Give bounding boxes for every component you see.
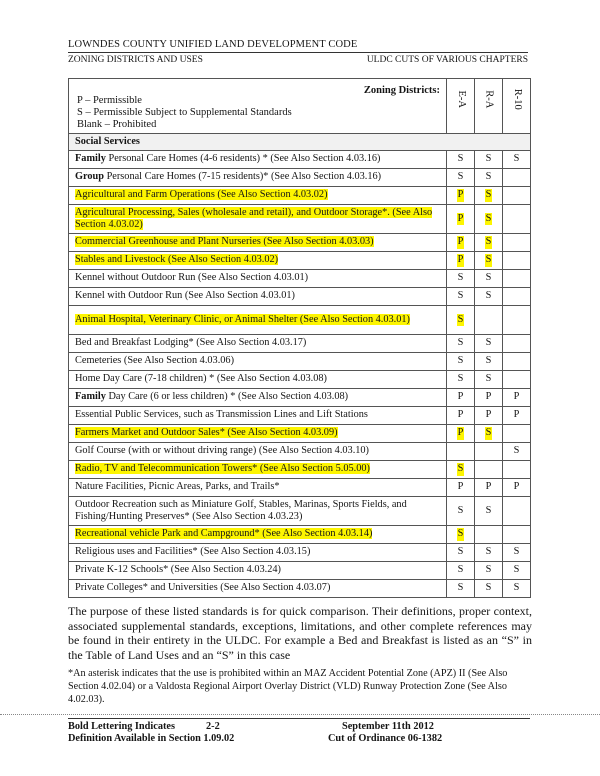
permission-value: S [457,582,464,594]
district-cell-ra [475,371,503,389]
use-cell [69,407,447,425]
district-cell-r10 [503,288,531,306]
asterisk-note: *An asterisk indicates that the use is prohibited within an MAZ Accident Potential Zone (APZ) II (See Also Section 4.02.04) or a Valdosta Regional Airport Overlay District (VLD) Runway Protection Zone (See Also 4.02.03). [68,668,508,705]
permission-value: S [513,445,520,457]
district-cell-r10 [503,252,531,270]
permission-value: S [485,427,492,439]
permission-value: S [485,546,492,558]
use-name: Radio, TV and Telecommunication Towers* (See Also Section 5.05.00) [75,463,370,475]
table-row [69,371,531,389]
use-name: Recreational vehicle Park and Campground* (See Also Section 4.03.14) [75,528,373,540]
table-row [69,151,531,169]
permission-value: S [485,272,492,284]
use-cell [69,270,447,288]
table-row [69,580,531,598]
permission-value: S [457,272,464,284]
header-right-subtitle: ULDC CUTS OF VARIOUS CHAPTERS [366,55,528,65]
legend [77,95,292,131]
permission-value: S [485,236,492,248]
district-cell-ea [447,371,475,389]
use-cell [69,187,447,205]
permission-value: S [485,153,492,165]
use-name: Nature Facilities, Picnic Areas, Parks, and Trails* [75,481,280,493]
district-cell-ra [475,205,503,234]
district-cell-ea [447,479,475,497]
district-cell-ea [447,407,475,425]
district-cell-ea [447,169,475,187]
district-cell-ra [475,335,503,353]
permission-value: S [457,528,464,540]
permission-value: P [513,409,520,421]
district-cell-r10 [503,169,531,187]
permission-value: P [457,236,464,248]
table-row [69,526,531,544]
district-cell-ea [447,270,475,288]
district-cell-r10 [503,544,531,562]
use-name: Home Day Care (7-18 children) * (See Also Section 4.03.08) [75,373,327,385]
header-divider [68,52,528,53]
use-name: Commercial Greenhouse and Plant Nurseries (See Also Section 4.03.03) [75,236,374,248]
permission-value: P [513,481,520,493]
table-row [69,407,531,425]
zoning-districts-label: Zoning Districts: [363,85,440,96]
district-cell-ra [475,252,503,270]
legend-s: S – Permissible Subject to Supplemental Standards [77,107,292,118]
permission-value: S [457,337,464,349]
district-cell-r10 [503,270,531,288]
use-cell [69,169,447,187]
use-cell [69,353,447,371]
use-name: Agricultural Processing, Sales (wholesale and retail), and Outdoor Storage*. (See Also Section 4.03.02) [75,206,433,230]
permission-value: S [485,504,492,516]
permission-value: S [485,337,492,349]
permission-value: P [457,481,464,493]
cut-line [0,714,600,715]
use-cell [69,443,447,461]
permission-value: P [457,254,464,266]
use-cell [69,526,447,544]
district-cell-r10 [503,353,531,371]
permission-value: S [485,212,492,224]
table-row [69,544,531,562]
table-row [69,443,531,461]
table-row [69,425,531,443]
permission-value: S [457,153,464,165]
use-cell [69,580,447,598]
district-label: R-10 [511,88,523,110]
permission-value: P [457,189,464,201]
district-cell-ea [447,443,475,461]
district-cell-ra [475,234,503,252]
district-cell-ea [447,335,475,353]
district-cell-ea [447,288,475,306]
table-row [69,252,531,270]
district-cell-ea [447,562,475,580]
district-header-ea [447,79,475,134]
table-row [69,335,531,353]
district-cell-ra [475,407,503,425]
footer-divider [68,718,530,719]
bold-defined-term: Group [75,171,104,183]
district-cell-ra [475,151,503,169]
table-row [69,461,531,479]
district-cell-r10 [503,234,531,252]
district-cell-r10 [503,151,531,169]
table-row [69,497,531,526]
footer-date: September 11th 2012 [342,721,434,732]
use-name: Family Day Care (6 or less children) * (See Also Section 4.03.08) [75,391,349,403]
bold-defined-term: Family [75,391,106,403]
zoning-table-wrapper [68,78,530,598]
district-cell-r10 [503,526,531,544]
district-cell-r10 [503,371,531,389]
district-cell-ra [475,169,503,187]
use-name: Cemeteries (See Also Section 4.03.06) [75,355,234,367]
zoning-table [68,78,531,598]
table-row [69,562,531,580]
permission-value: S [485,564,492,576]
use-name: Farmers Market and Outdoor Sales* (See Also Section 4.03.09) [75,427,338,439]
district-cell-ea [447,252,475,270]
district-cell-ra [475,353,503,371]
district-cell-ea [447,580,475,598]
district-cell-ea [447,205,475,234]
use-name: Bed and Breakfast Lodging* (See Also Section 4.03.17) [75,337,307,349]
legend-p: P – Permissible [77,95,142,106]
district-cell-r10 [503,389,531,407]
district-cell-ra [475,443,503,461]
district-cell-ra [475,306,503,335]
use-cell [69,335,447,353]
permission-value: S [457,313,464,325]
district-cell-ea [447,425,475,443]
header-left-subtitle: ZONING DISTRICTS AND USES [68,55,203,65]
permission-value: P [485,481,492,493]
district-cell-ea [447,389,475,407]
permission-value: P [485,409,492,421]
footer-ordinance: Cut of Ordinance 06-1382 [328,733,443,744]
use-cell [69,371,447,389]
table-row [69,234,531,252]
use-cell [69,544,447,562]
bold-defined-term: Family [75,153,106,165]
permission-value: P [485,391,492,403]
district-cell-r10 [503,425,531,443]
permission-value: S [457,373,464,385]
use-name: Family Personal Care Homes (4-6 residents) * (See Also Section 4.03.16) [75,153,381,165]
purpose-paragraph: The purpose of these listed standards is for quick comparison. Their definitions, proper context, associated supplemental standards, exceptions, limitations, and other complete references may be found in their entirety in the ULDC. For example a Bed and Breakfast is listed as an “S” in the Table of Land Uses and an “S” in this case [68,604,532,662]
district-cell-r10 [503,407,531,425]
use-name: Kennel with Outdoor Run (See Also Section 4.03.01) [75,290,295,302]
use-cell [69,479,447,497]
use-name: Private K-12 Schools* (See Also Section 4.03.24) [75,564,281,576]
permission-value: P [457,427,464,439]
district-cell-ra [475,187,503,205]
permission-value: P [457,212,464,224]
use-name: Religious uses and Facilities* (See Also Section 4.03.15) [75,546,311,558]
permission-value: S [457,504,464,516]
use-cell [69,306,447,335]
district-header-ra [475,79,503,134]
district-cell-r10 [503,497,531,526]
district-cell-r10 [503,443,531,461]
district-cell-r10 [503,479,531,497]
district-cell-ea [447,234,475,252]
district-cell-ea [447,306,475,335]
district-cell-r10 [503,187,531,205]
use-name: Private Colleges* and Universities (See Also Section 4.03.07) [75,582,331,594]
use-name: Outdoor Recreation such as Miniature Golf, Stables, Marinas, Sports Fields, and Fishing/Hunting Preserves* (See Also Section 4.03.23) [75,498,407,522]
permission-value: S [485,373,492,385]
district-cell-ea [447,544,475,562]
legend-blank: Blank – Prohibited [77,119,157,130]
permission-value: S [485,582,492,594]
district-cell-ea [447,187,475,205]
use-cell [69,562,447,580]
permission-value: S [513,153,520,165]
use-cell [69,425,447,443]
table-row [69,270,531,288]
use-cell [69,234,447,252]
permission-value: S [457,355,464,367]
permission-value: P [457,391,464,403]
section-social-services: Social Services [69,134,531,151]
table-row [69,169,531,187]
use-cell [69,461,447,479]
district-label: R-A [483,90,495,109]
district-cell-ra [475,461,503,479]
permission-value: S [513,546,520,558]
district-label: E-A [455,90,467,108]
table-row [69,479,531,497]
district-cell-ea [447,461,475,479]
district-cell-r10 [503,461,531,479]
use-name: Animal Hospital, Veterinary Clinic, or Animal Shelter (See Also Section 4.03.01) [75,313,410,325]
footer-definition: Definition Available in Section 1.09.02 [68,733,235,744]
district-cell-ra [475,497,503,526]
district-cell-ra [475,544,503,562]
permission-value: P [457,409,464,421]
district-cell-ra [475,479,503,497]
district-cell-ra [475,425,503,443]
district-header-r10 [503,79,531,134]
use-name: Kennel without Outdoor Run (See Also Section 4.03.01) [75,272,309,284]
use-cell [69,497,447,526]
district-cell-r10 [503,562,531,580]
use-rows [69,151,531,598]
permission-value: S [513,582,520,594]
footer-bold-note: Bold Lettering Indicates [68,721,175,732]
use-name: Stables and Livestock (See Also Section 4.03.02) [75,254,279,266]
use-name: Agricultural and Farm Operations (See Also Section 4.03.02) [75,189,328,201]
table-row [69,288,531,306]
use-cell [69,288,447,306]
permission-value: S [485,355,492,367]
permission-value: P [513,391,520,403]
legend-cell [69,79,447,134]
permission-value: S [457,171,464,183]
permission-value: S [485,189,492,201]
use-name: Group Personal Care Homes (7-15 residents)* (See Also Section 4.03.16) [75,171,382,183]
permission-value: S [457,546,464,558]
district-cell-ra [475,288,503,306]
district-cell-ea [447,497,475,526]
table-row [69,306,531,335]
district-cell-ra [475,270,503,288]
use-cell [69,389,447,407]
district-cell-r10 [503,205,531,234]
district-cell-ea [447,353,475,371]
permission-value: S [485,290,492,302]
table-row [69,187,531,205]
district-cell-r10 [503,306,531,335]
permission-value: S [485,171,492,183]
use-cell [69,151,447,169]
table-row [69,353,531,371]
use-name: Essential Public Services, such as Transmission Lines and Lift Stations [75,409,368,421]
permission-value: S [457,290,464,302]
header-title: LOWNDES COUNTY UNIFIED LAND DEVELOPMENT CODE [68,39,358,50]
district-cell-ra [475,389,503,407]
district-cell-ra [475,562,503,580]
district-cell-ea [447,151,475,169]
footer-page-number: 2-2 [206,721,220,732]
use-cell [69,205,447,234]
permission-value: S [485,254,492,266]
table-row [69,389,531,407]
permission-value: S [457,463,464,475]
district-cell-ra [475,526,503,544]
use-name: Golf Course (with or without driving range) (See Also Section 4.03.10) [75,445,369,457]
permission-value: S [513,564,520,576]
district-cell-r10 [503,580,531,598]
table-row [69,205,531,234]
use-cell [69,252,447,270]
district-cell-ra [475,580,503,598]
district-cell-r10 [503,335,531,353]
permission-value: S [457,564,464,576]
district-cell-ea [447,526,475,544]
